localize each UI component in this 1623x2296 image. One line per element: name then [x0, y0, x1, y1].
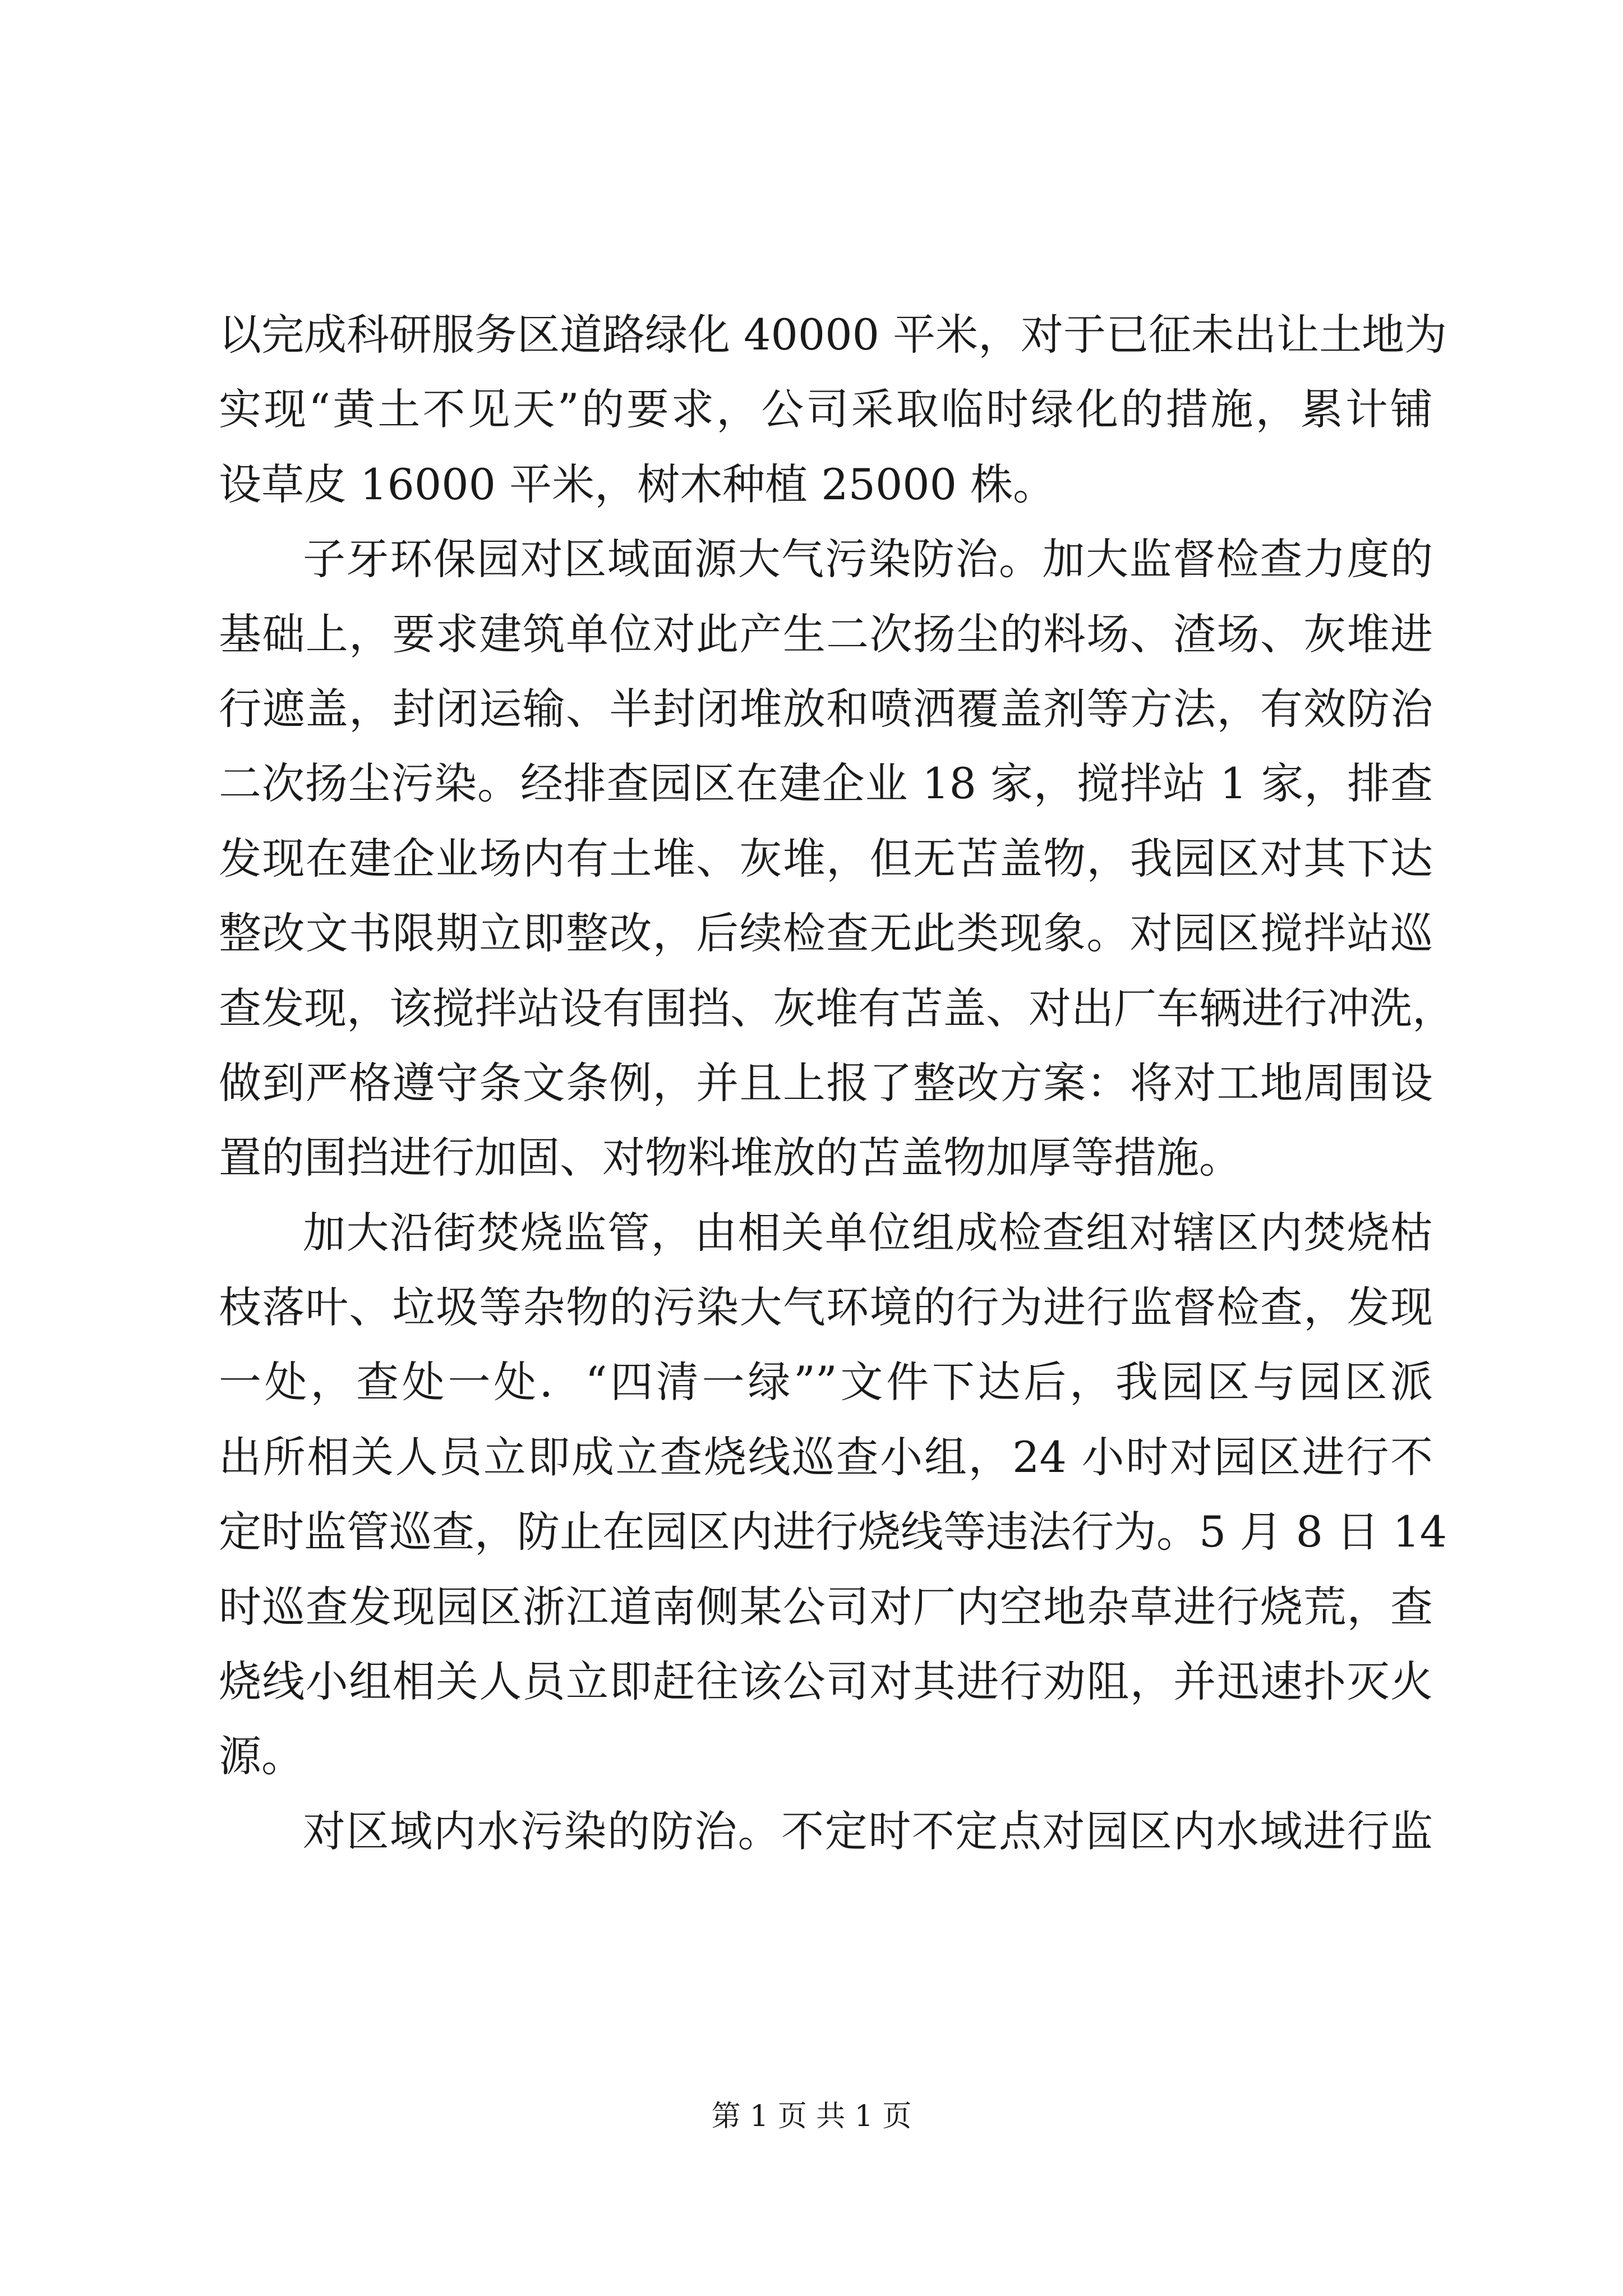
- document-body: [219, 297, 1455, 1869]
- text-line: 行遮盖，封闭运输、半封闭堆放和喷洒覆盖剂等方法，有效防治: [219, 683, 1433, 734]
- paragraph-first-line: 对区域内水污染的防治。不定时不定点对园区内水域进行监: [303, 1806, 1433, 1856]
- text-line: 置的围挡进行加固、对物料堆放的苫盖物加厚等措施。: [219, 1133, 1242, 1183]
- paragraph-first-line: 子牙环保园对区域面源大气污染防治。加大监督检查力度的: [303, 534, 1433, 585]
- text-line: 实现“黄土不见天”的要求，公司采取临时绿化的措施，累计铺: [219, 384, 1433, 435]
- text-line: 做到严格遵守条文条例，并且上报了整改方案：将对工地周围设: [219, 1057, 1433, 1108]
- text-line: 烧线小组相关人员立即赶往该公司对其进行劝阻，并迅速扑灭火: [219, 1657, 1433, 1707]
- page-footer: 第 1 页 共 1 页: [711, 2100, 912, 2133]
- text-line: 时巡查发现园区浙江道南侧某公司对厂内空地杂草进行烧荒，查: [219, 1581, 1433, 1632]
- text-line: 二次扬尘污染。经排查园区在建企业 18 家，搅拌站 1 家，排查: [219, 758, 1433, 809]
- text-line: 定时监管巡查，防止在园区内进行烧线等违法行为。5 月 8 日 14: [219, 1507, 1447, 1557]
- text-line: 整改文书限期立即整改，后续检查无此类现象。对园区搅拌站巡: [219, 908, 1433, 959]
- text-line: 基础上，要求建筑单位对此产生二次扬尘的料场、渣场、灰堆进: [219, 609, 1433, 659]
- text-line: 出所相关人员立即成立查烧线巡查小组，24 小时对园区进行不: [219, 1432, 1433, 1482]
- text-line: 发现在建企业场内有土堆、灰堆，但无苫盖物，我园区对其下达: [219, 833, 1433, 884]
- text-line: 设草皮 16000 平米，树木种植 25000 株。: [219, 459, 1056, 509]
- text-line: 源。: [219, 1731, 304, 1782]
- text-line: 一处，查处一处．“四清一绿””文件下达后，我园区与园区派: [219, 1357, 1433, 1407]
- text-line: 枝落叶、垃圾等杂物的污染大气环境的行为进行监督检查，发现: [219, 1282, 1433, 1333]
- text-line: 查发现，该搅拌站设有围挡、灰堆有苫盖、对出厂车辆进行冲洗，: [219, 983, 1455, 1033]
- text-line: 以完成科研服务区道路绿化 40000 平米，对于已征未出让土地为: [219, 310, 1447, 360]
- paragraph-first-line: 加大沿街焚烧监管，由相关单位组成检查组对辖区内焚烧枯: [303, 1207, 1433, 1258]
